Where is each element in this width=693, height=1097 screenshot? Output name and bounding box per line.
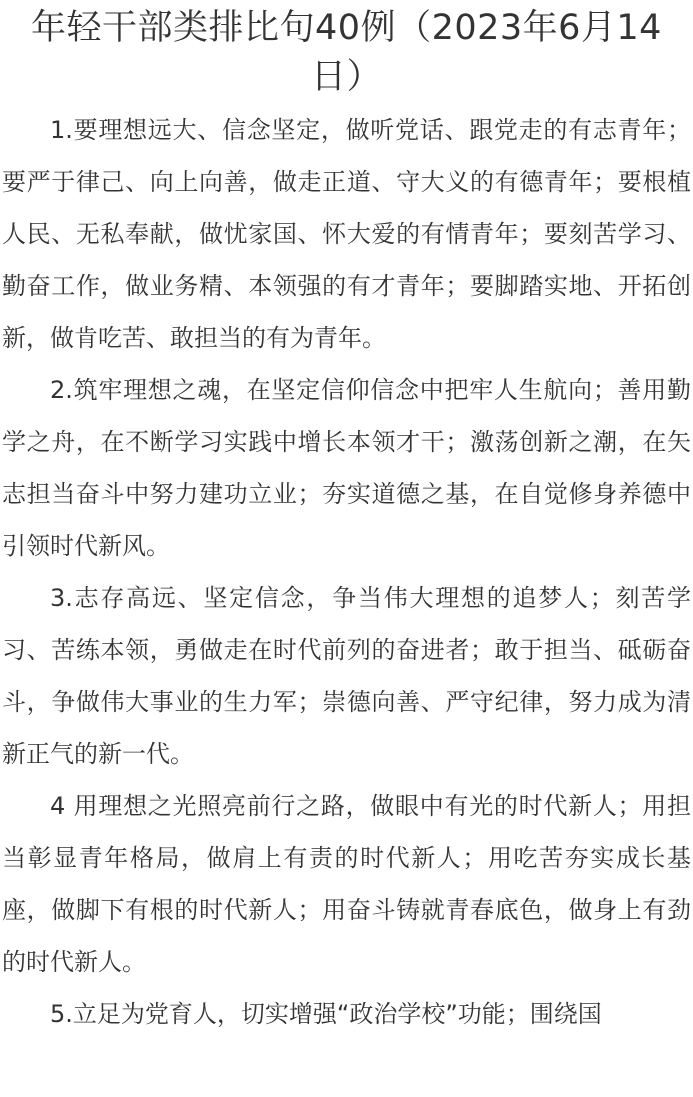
paragraph-4: 4 用理想之光照亮前行之路，做眼中有光的时代新人；用担当彰显青年格局，做肩上有责的时代新人；用吃苦夯实成长基座，做脚下有根的时代新人；用奋斗铸就青春底色，做身上有劲的时代新人。 xyxy=(2,792,691,976)
article-title: 年轻干部类排比句40例（2023年6月14日） xyxy=(31,8,662,97)
paragraph-1: 1.要理想远大、信念坚定，做听党话、跟党走的有志青年；要严于律己、向上向善，做走正道、守大义的有德青年；要根植人民、无私奉献，做忧家国、怀大爱的有情青年；要刻苦学习、勤奋工作，做业务精、本领强的有才青年；要脚踏实地、开拓创新，做肯吃苦、敢担当的有为青年。 xyxy=(2,116,691,352)
paragraph-3: 3.志存高远、坚定信念，争当伟大理想的追梦人；刻苦学习、苦练本领，勇做走在时代前列的奋进者；敢于担当、砥砺奋斗，争做伟大事业的生力军；崇德向善、严守纪律，努力成为清新正气的新一代。 xyxy=(2,584,691,768)
paragraph-5: 5.立足为党育人，切实增强“政治学校”功能；围绕国 xyxy=(50,1000,602,1028)
paragraph-2: 2.筑牢理想之魂，在坚定信仰信念中把牢人生航向；善用勤学之舟，在不断学习实践中增长本领才干；激荡创新之潮，在矢志担当奋斗中努力建功立业；夯实道德之基，在自觉修身养德中引领时代新风。 xyxy=(2,376,691,560)
